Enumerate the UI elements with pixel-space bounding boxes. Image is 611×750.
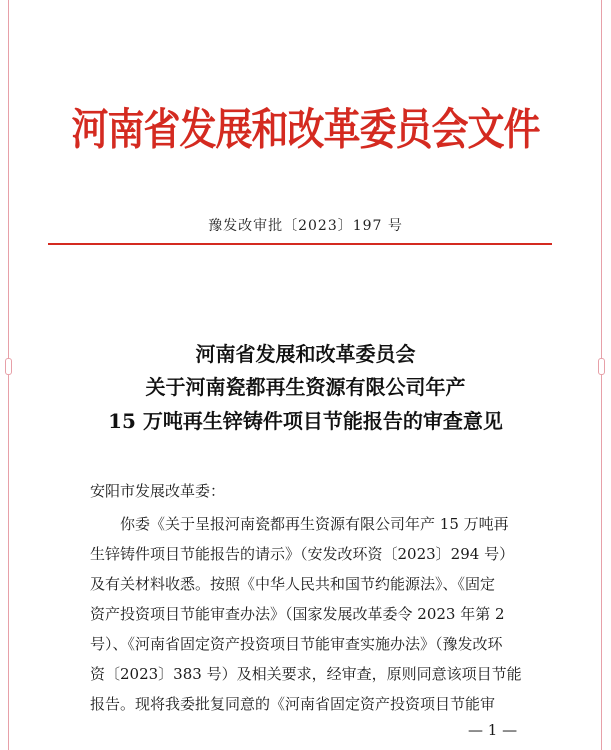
addressee: 安阳市发展改革委： <box>90 482 226 500</box>
body-line: 资产投资项目节能审查办法》（国家发展改革委令 2023 年第 2 <box>90 605 505 623</box>
document-number: 豫发改审批〔2023〕197 号 <box>208 218 403 234</box>
page-number: — 1 — <box>468 721 518 739</box>
body-line: 号）、《河南省固定资产投资项目节能审查实施办法》（豫发改环 <box>90 635 503 653</box>
document-title-line-3: 15 万吨再生锌铸件项目节能报告的审查意见 <box>108 409 503 433</box>
document-title-line-1: 河南省发展和改革委员会 <box>195 342 416 366</box>
body-line: 资〔2023〕383 号）及相关要求，经审查，原则同意该项目节能 <box>90 665 522 683</box>
red-separator-line <box>48 243 552 245</box>
body-line: 生锌铸件项目节能报告的请示》（安发改环资〔2023〕294 号） <box>90 545 515 563</box>
body-line: 你委《关于呈报河南瓷都再生资源有限公司年产 15 万吨再 <box>120 515 509 533</box>
body-line: 报告。现将我委批复同意的《河南省固定资产投资项目节能审 <box>90 695 496 713</box>
body-line: 及有关材料收悉。按照《中华人民共和国节约能源法》、《固定 <box>90 575 496 593</box>
issuer-header: 河南省发展和改革委员会文件 <box>71 103 540 156</box>
document-title-line-2: 关于河南瓷都再生资源有限公司年产 <box>145 375 466 399</box>
